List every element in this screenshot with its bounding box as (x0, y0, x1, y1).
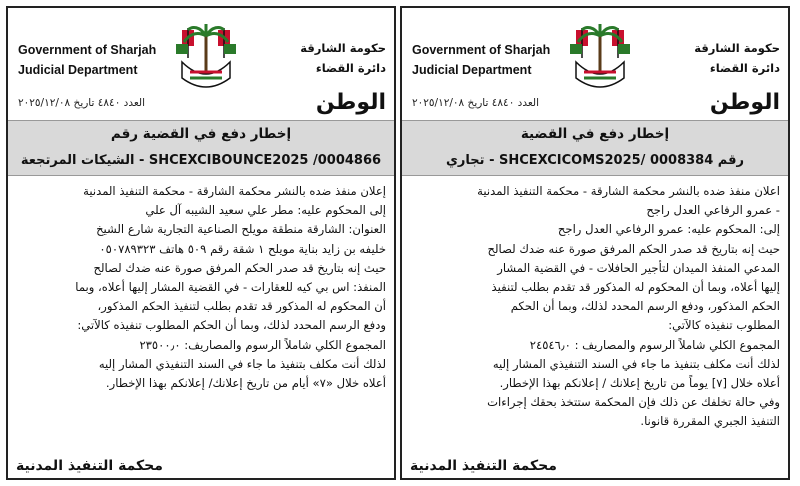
body-line: أعلاه خلال [٧] يوماً من تاريخ إعلانك / إعلانكم بهذا الإخطار. (499, 376, 780, 391)
notice-title: إخطار دفع في القضية (520, 126, 670, 142)
body-line: العنوان: الشارقة منطقة مويلح الصناعية التجارية شارع الشيخ (96, 222, 386, 237)
body-line: إليها أعلاه، وبما أن المحكوم له المذكور قد تقدم بطلب لتنفيذ (491, 280, 780, 295)
gov-en-line1: Government of Sharjah (412, 43, 551, 57)
body-line: ودفع الرسم المحدد لذلك، وبما أن الحكم المطلوب تنفيذه كالآتي: (77, 318, 386, 333)
newspaper-logo: الوطن (709, 90, 780, 115)
notice-commercial (400, 6, 790, 480)
title-band (402, 120, 788, 176)
body-line: المجموع الكلي شاملاً الرسوم والمصاريف: ٢٣٥٠٠٫٠ (139, 337, 386, 352)
sharjah-emblem-icon (168, 22, 244, 94)
sharjah-emblem-icon (562, 22, 638, 94)
body-line: المنفذ: اس بي كيه للعقارات - في القضية المشار إليها أعلاه، وبما (75, 280, 386, 295)
body-line: المدعي المنفذ الميدان لتأجير الحافلات - في القضية المشار (497, 260, 780, 275)
notice-header (402, 8, 788, 116)
body-line: اعلان منفذ ضده بالنشر محكمة الشارقة - محكمة التنفيذ المدنية (477, 184, 780, 198)
body-line: حيث إنه بتاريخ قد صدر الحكم المرفق صورة عنه ضدك لصالح (487, 241, 780, 256)
notice-title: إخطار دفع في القضية رقم (110, 126, 292, 142)
title-band (8, 120, 394, 176)
body-line: وفي حالة تخلفك عن ذلك فإن المحكمة ستتخذ بحقك إجراءات (487, 395, 780, 410)
gov-en-line2: Judicial Department (18, 63, 138, 77)
body-line: أعلاه خلال «٧» أيام من تاريخ إعلانك/ إعلانكم بهذا الإخطار. (105, 376, 386, 391)
gov-en-line1: Government of Sharjah (18, 43, 157, 57)
body-line: لذلك أنت مكلف بتنفيذ ما جاء في السند التنفيذي المشار إليه (492, 356, 780, 371)
body-line: أن المحكوم له المذكور قد تقدم بطلب لتنفيذ الحكم المذكور، (97, 299, 386, 314)
gov-ar-line1: حكومة الشارقة (694, 41, 780, 55)
notice-header (8, 8, 394, 116)
gov-ar-line2: دائرة القضاء (709, 61, 780, 75)
gov-en-line2: Judicial Department (412, 63, 532, 77)
government-name-en (412, 40, 550, 80)
newspaper-logo: الوطن (315, 90, 386, 115)
issue-number-date: العدد ٤٨٤٠ تاريخ ٢٠٢٥/١٢/٠٨ (412, 97, 540, 109)
court-signature: محكمة التنفيذ المدنية (410, 458, 557, 474)
body-line: حيث إنه بتاريخ قد صدر الحكم المرفق صورة عنه ضدك لصالح (93, 260, 386, 275)
government-name-ar (694, 38, 780, 78)
body-line: الحكم المذكور، ودفع الرسم المحدد لذلك، وبما أن الحكم (510, 299, 780, 314)
body-line: إلى المحكوم عليه: مطر علي سعيد الشيبه آل علي (145, 203, 386, 218)
body-line: المطلوب تنفيذه كالآتي: (668, 318, 780, 333)
issue-number-date: العدد ٤٨٤٠ تاريخ ٢٠٢٥/١٢/٠٨ (18, 97, 146, 109)
notice-bounced-cheques (6, 6, 396, 480)
body-line: خليفه بن زايد بناية مويلح ١ شقة رقم ٥٠٩ هاتف ٠٥٠٧٨٩٣٢٣ (99, 241, 386, 256)
gov-ar-line1: حكومة الشارقة (300, 41, 386, 55)
body-line: إلى: المحكوم عليه: عمرو الرفاعي العدل راجح (557, 222, 780, 237)
body-line: إعلان منفذ ضده بالنشر محكمة الشارقة - محكمة التنفيذ المدنية (83, 184, 386, 198)
notice-body (16, 182, 386, 393)
government-name-en (18, 40, 156, 80)
body-line: لذلك أنت مكلف بتنفيذ ما جاء في السند التنفيذي المشار إليه (98, 356, 386, 371)
court-signature: محكمة التنفيذ المدنية (16, 458, 163, 474)
body-line: المجموع الكلي شاملاً الرسوم والمصاريف : ٢٤٥٤٦٫٠ (529, 337, 780, 352)
notice-body (410, 182, 780, 432)
body-line: التنفيذ الجبري المقررة قانونا. (640, 414, 780, 429)
government-name-ar (300, 38, 386, 78)
case-number: SHCEXCIBOUNCE2025 /0004866 - الشيكات المرتجعة (20, 153, 382, 168)
case-number: رقم SHCEXCICOMS2025/ 0008384 - تجاري (446, 153, 744, 168)
body-line: - عمرو الرفاعي العدل راجح (646, 203, 780, 218)
gov-ar-line2: دائرة القضاء (315, 61, 386, 75)
